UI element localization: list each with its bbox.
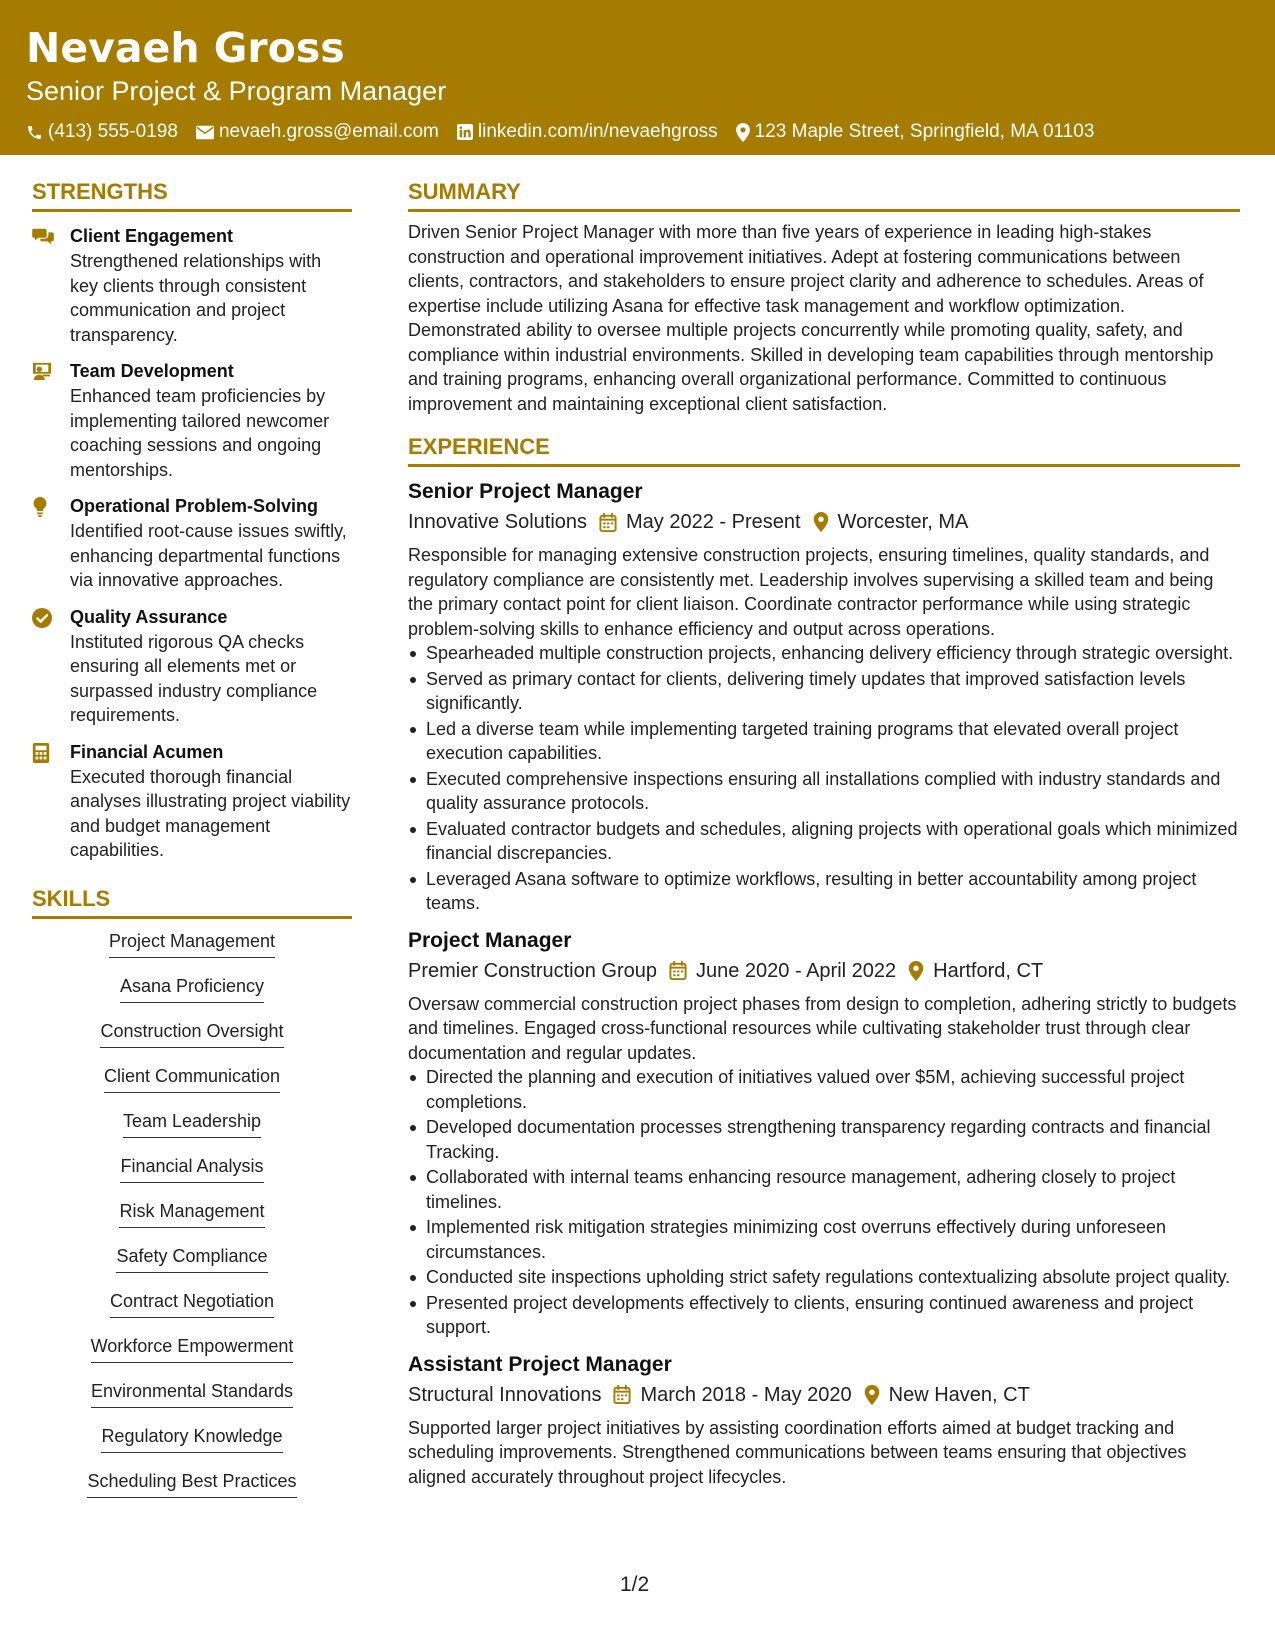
contact-email[interactable] [196,120,439,144]
job-description: Responsible for managing extensive construction projects, ensuring timelines, quality standards, and regulatory compliance are consistently met. Leadership involves supervising a skilled team and being the primary contact point for client liaison. Coordinate contractor performance while using strategic problem-solving skills to enhance efficiency and output across operations. [408,545,1214,639]
strength-title: Quality Assurance [70,606,228,627]
contact-phone [26,120,178,144]
summary-heading: SUMMARY [408,178,1240,212]
skill-item: Safety Compliance [116,1244,267,1273]
job-dates: March 2018 - May 2020 [640,1383,852,1406]
job-description: Oversaw commercial construction project phases from design to completion, adhering strictly to budgets and timelines. Engaged cross-functional resources while cultivating stakeholder trust through clear documentation and regular updates. [408,993,1237,1063]
skill-item: Asana Proficiency [120,974,264,1003]
phone-icon [26,124,43,141]
job-bullet: Presented project developments effectively to clients, ensuring continued awareness and project support. [408,1291,1240,1340]
job-bullet: Implemented risk mitigation strategies minimizing cost overruns effectively during unforeseen circumstances. [408,1215,1240,1264]
skill-item: Client Communication [104,1064,280,1093]
skill-item: Team Leadership [123,1109,261,1138]
skills-list [32,929,352,1514]
calendar-icon [669,961,687,980]
job-bullet: Leveraged Asana software to optimize workflows, resulting in better accountability among project teams. [408,867,1240,916]
job-company: Premier Construction Group [408,959,657,982]
job-bullet: Evaluated contractor budgets and schedules, aligning projects with operational goals which minimized financial discrepancies. [408,817,1240,866]
job-title: Assistant Project Manager [408,1352,672,1376]
strengths-heading: STRENGTHS [32,178,352,212]
job-bullet: Led a diverse team while implementing targeted training programs that elevated overall project execution capabilities. [408,717,1240,766]
skill-item: Scheduling Best Practices [87,1469,296,1498]
contact-address [736,120,1095,144]
calendar-icon [613,1385,631,1404]
job-bullet: Served as primary contact for clients, delivering timely updates that improved satisfaction levels significantly. [408,667,1240,716]
map-pin-icon [736,123,750,142]
check-circle-icon [32,608,52,628]
calculator-icon [32,743,50,763]
job-bullet: Developed documentation processes strengthening transparency regarding contracts and financial Tracking. [408,1115,1240,1164]
job-entry [408,479,1240,916]
job-bullet: Executed comprehensive inspections ensuring all installations complied with industry standards and quality assurance protocols. [408,767,1240,816]
skill-item: Regulatory Knowledge [101,1424,282,1453]
strength-desc: Strengthened relationships with key clients through consistent communication and project transparency. [70,251,322,345]
map-pin-icon [908,961,924,981]
skills-heading: SKILLS [32,885,352,919]
envelope-icon [196,125,214,140]
job-bullet: Conducted site inspections upholding strict safety regulations contextualizing absolute project quality. [408,1265,1240,1290]
job-company: Structural Innovations [408,1383,602,1406]
job-location: Worcester, MA [837,511,969,533]
strength-desc: Instituted rigorous QA checks ensuring all elements met or surpassed industry compliance requirements. [70,631,318,725]
job-entry [408,1352,1240,1490]
job-description: Supported larger project initiatives by assisting coordination efforts aimed at budget tracking and scheduling improvements. Strengthened communications between teams ensuring that objectives aligned accurately throughout project lifecycles. [408,1417,1187,1487]
strength-item [32,224,352,347]
skill-item: Contract Negotiation [110,1289,274,1318]
strength-desc: Enhanced team proficiencies by implementing tailored newcomer coaching sessions and ongoing mentorships. [70,386,330,480]
job-bullets [408,1065,1240,1340]
contact-linkedin[interactable] [457,120,718,144]
map-pin-icon [813,512,829,532]
left-column [32,178,352,1514]
job-location: Hartford, CT [933,959,1044,982]
linkedin-text: linkedin.com/in/nevaehgross [477,121,718,142]
skill-item: Environmental Standards [91,1379,293,1408]
strength-item [32,359,352,482]
job-dates: June 2020 - April 2022 [695,959,897,982]
phone-text: (413) 555-0198 [48,121,178,142]
summary-text: Driven Senior Project Manager with more than five years of experience in leading high-stakes construction and operational improvement initiatives. Adept at fostering communications between clients, contractors, and stakeholders to ensure project clarity and adherence to schedules. Areas of expertise include utilizing Asana for effective task management and workflow optimization. Demonstrated ability to oversee multiple projects concurrently while promoting quality, safety, and compliance within industrial environments. Skilled in developing team capabilities through mentorship and training programs, enhancing overall organizational performance. Committed to continuous improvement and maintaining exceptional client satisfaction. [408,222,1214,414]
lightbulb-icon [32,497,48,517]
comments-icon [32,227,54,245]
job-bullets [408,641,1240,916]
contact-row [26,120,1249,144]
address-text: 123 Maple Street, Springfield, MA 01103 [754,121,1095,142]
strength-title: Operational Problem-Solving [70,496,319,516]
skill-item: Risk Management [119,1199,264,1228]
job-title: Senior Project Manager [408,480,643,503]
map-pin-icon [864,1385,880,1405]
job-title: Project Manager [408,928,572,952]
linkedin-icon [457,124,473,140]
candidate-name: Nevaeh Gross [26,24,345,72]
experience-heading: EXPERIENCE [408,433,1240,467]
job-company: Innovative Solutions [408,511,588,533]
skill-item: Project Management [109,929,275,958]
job-dates: May 2022 - Present [626,511,801,533]
strength-item [32,494,352,593]
skill-item: Construction Oversight [100,1019,283,1048]
strength-item [32,605,352,728]
skill-item: Financial Analysis [120,1154,263,1183]
candidate-title: Senior Project & Program Manager [26,76,447,106]
job-bullet: Spearheaded multiple construction projects, enhancing delivery efficiency through strategic oversight. [408,641,1240,666]
job-entry [408,928,1240,1340]
strength-title: Financial Acumen [70,741,224,762]
right-column [408,178,1240,1489]
strength-desc: Identified root-cause issues swiftly, enhancing departmental functions via innovative approaches. [70,521,347,590]
job-meta [408,508,1240,536]
email-text: nevaeh.gross@email.com [218,121,439,142]
job-bullet: Directed the planning and execution of initiatives valued over $5M, achieving successful project completions. [408,1065,1240,1114]
teacher-icon [32,362,52,380]
job-location: New Haven, CT [888,1383,1030,1406]
calendar-icon [599,513,617,532]
job-meta [408,957,1240,985]
strength-item [32,740,352,863]
strength-desc: Executed thorough financial analyses illustrating project viability and budget management capabilities. [70,766,351,860]
strength-title: Team Development [70,361,234,381]
job-bullet: Collaborated with internal teams enhancing resource management, adhering closely to project timelines. [408,1165,1240,1214]
resume-header [0,0,1275,155]
job-meta [408,1381,1240,1409]
skill-item: Workforce Empowerment [91,1334,294,1363]
page-number: 1/2 [620,1573,650,1596]
strength-title: Client Engagement [70,226,234,246]
